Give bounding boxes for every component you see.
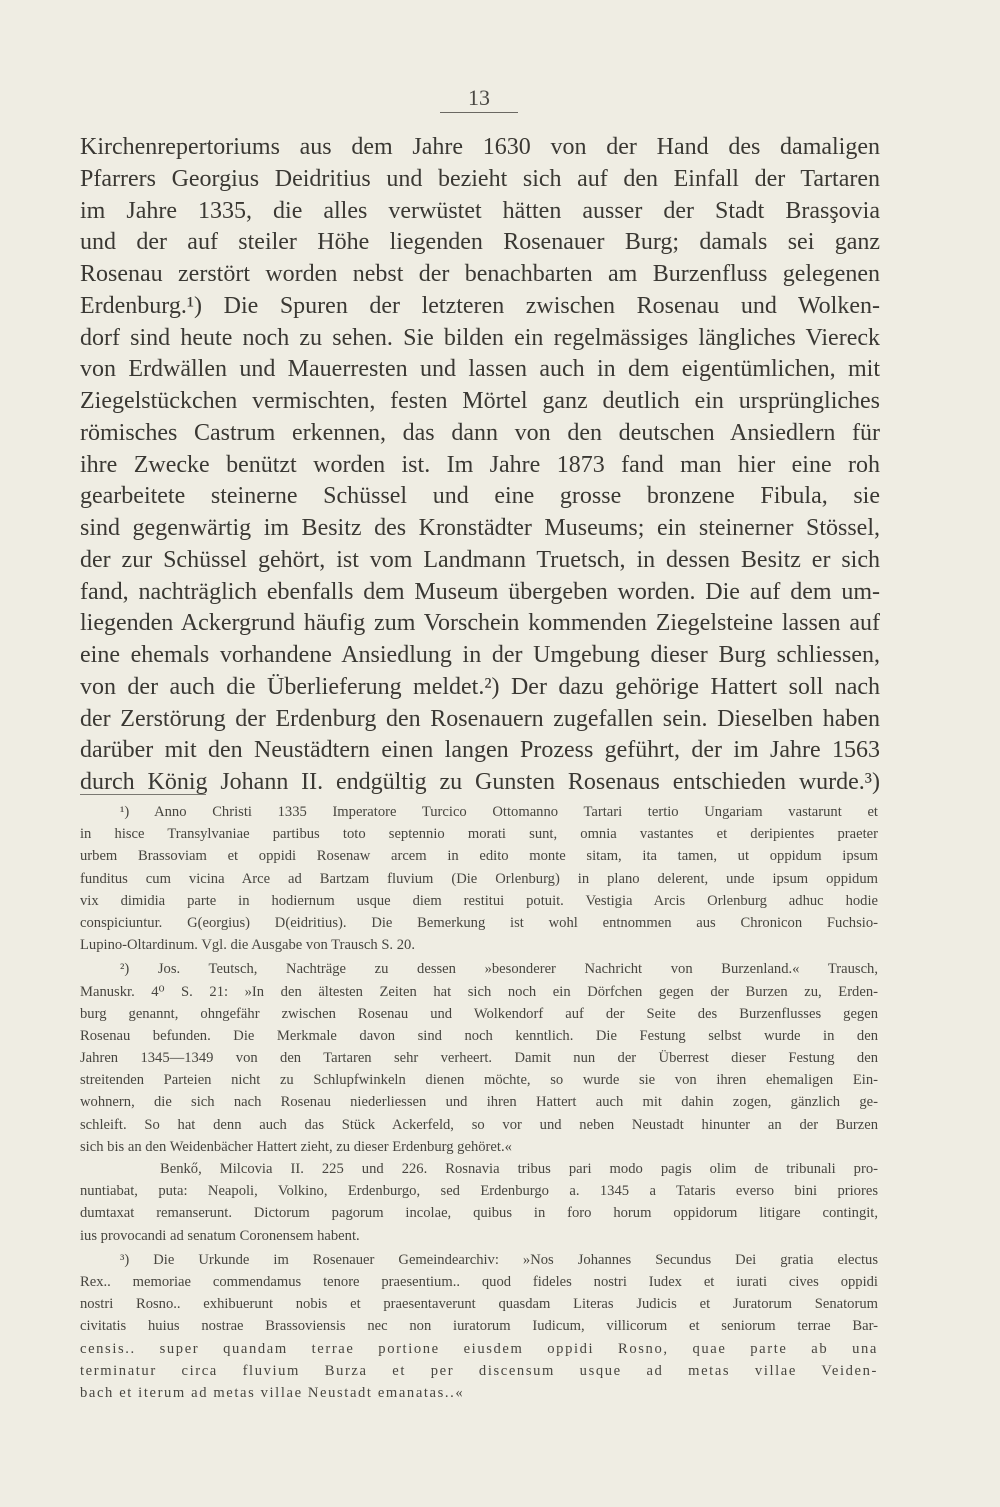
footnote-line: Jahren 1345—1349 von den Tartaren sehr verheert. Damit nun der Überrest dieser Festung den (80, 1050, 878, 1067)
main-line: durch König Johann II. endgültig zu Gunsten Rosenaus entschieden wurde.³) (80, 769, 880, 795)
footnote-line: ²) Jos. Teutsch, Nachträge zu dessen »besonderer Nachricht von Burzenland.« Trausch, (120, 961, 878, 978)
footnote-separator (80, 794, 206, 795)
footnote-line: ¹) Anno Christi 1335 Imperatore Turcico Ottomanno Tartari tertio Ungariam vastarunt et (120, 804, 878, 820)
footnote-line: bach et iterum ad metas villae Neustadt emanatas..« (80, 1384, 465, 1401)
main-line: Kirchenrepertoriums aus dem Jahre 1630 von der Hand des damaligen (80, 134, 880, 160)
page-number: 13 (440, 86, 518, 113)
main-line: Ziegelstückchen vermischten, festen Mörtel ganz deutlich ein ursprüngliches (80, 388, 880, 414)
footnote-line: vix dimidia parte in hodiernum usque diem restitui potuit. Vestigia Arcis Orlenburg adhuc hodie (80, 892, 878, 909)
main-line: von Erdwällen und Mauerresten und lassen auch in dem eigentümlichen, mit (80, 356, 880, 383)
main-line: im Jahre 1335, die alles verwüstet hätten ausser der Stadt Brasşovia (80, 197, 880, 224)
main-line: ihre Zwecke benützt worden ist. Im Jahre 1873 fand man hier eine roh (80, 451, 880, 478)
main-line: der zur Schüssel gehört, ist vom Landmann Truetsch, in dessen Besitz er sich (80, 546, 880, 573)
main-line: der Zerstörung der Erdenburg den Rosenauern zugefallen sein. Dieselben haben (80, 705, 880, 732)
footnote-line: burg genannt, ohngefähr zwischen Rosenau und Wolkendorf auf der Seite des Burzenflusses gegen (80, 1005, 878, 1022)
footnote-line: in hisce Transylvaniae partibus toto septennio morati sunt, omnia vastantes et deripientes praeter (80, 826, 878, 843)
main-line: Rosenau zerstört worden nebst der benachbarten am Burzenfluss gelegenen (80, 261, 880, 287)
footnote-line: funditus cum vicina Arce ad Bartzam fluvium (Die Orlenburg) in plano delerent, unde ipsum oppidum (80, 870, 878, 887)
main-line: fand, nachträglich ebenfalls dem Museum übergeben worden. Die auf dem um- (80, 578, 880, 605)
main-text (80, 132, 880, 799)
main-line: Pfarrers Georgius Deidritius und bezieht sich auf den Einfall der Tartaren (80, 165, 880, 192)
footnote-line: sich bis an den Weidenbächer Hattert zieht, zu dieser Erdenburg gehöret.« (80, 1138, 512, 1155)
footnote-line: schleift. So hat denn auch das Stück Ackerfeld, so vor und neben Neustadt hinunter an der Burzen (80, 1116, 878, 1133)
main-line: Erdenburg.¹) Die Spuren der letzteren zwischen Rosenau und Wolken- (80, 292, 880, 319)
footnote-line: terminatur circa fluvium Burza et per discensum usque ad metas villae Veiden- (80, 1362, 878, 1379)
main-line: von der auch die Überlieferung meldet.²) Der dazu gehörige Hattert soll nach (80, 673, 880, 700)
main-line: römisches Castrum erkennen, das dann von den deutschen Ansiedlern für (80, 419, 880, 446)
footnote-line: Rosenau befunden. Die Merkmale davon sind noch kenntlich. Die Festung selbst wurde in den (80, 1027, 878, 1044)
footnote-line: nuntiabat, puta: Neapoli, Volkino, Erdenburgo, sed Erdenburgo a. 1345 a Tataris everso bini priores (80, 1183, 878, 1200)
footnotes (80, 801, 878, 1404)
footnote-line: civitatis huius nostrae Brassoviensis nec non iuratorum Iudicum, villicorum et seniorum terrae Bar- (80, 1318, 878, 1335)
footnote-line: Rex.. memoriae commendamus tenore praesentium.. quod fideles nostri Iudex et iurati cives oppidi (80, 1273, 878, 1290)
main-line: liegenden Ackergrund häufig zum Vorschein kommenden Ziegelsteine lassen auf (80, 610, 880, 637)
footnote-line: wohnern, die sich nach Rosenau niederliessen und ihren Hattert auch mit dahin zogen, gänzlich ge- (80, 1094, 878, 1111)
footnote-line: dumtaxat remanserunt. Dictorum pagorum incolae, quibus in foro horum oppidorum litigare contingit, (80, 1205, 878, 1222)
footnote-line: urbem Brassoviam et oppidi Rosenaw arcem in edito monte sitam, ita tamen, ut oppidum ipsum (80, 848, 878, 865)
footnote-line: Benkő, Milcovia II. 225 und 226. Rosnavia tribus pari modo pagis olim de tribunali pro- (160, 1161, 878, 1177)
footnote-line: nostri Rosno.. exhibuerunt nobis et praesentaverunt quasdam Literas Judicis et Juratorum Senatorum (80, 1296, 878, 1313)
main-line: dorf sind heute noch zu sehen. Sie bilden ein regelmässiges längliches Viereck (80, 324, 880, 351)
main-line: und der auf steiler Höhe liegenden Rosenauer Burg; damals sei ganz (80, 229, 880, 256)
footnote-line: ³) Die Urkunde im Rosenauer Gemeindearchiv: »Nos Johannes Secundus Dei gratia electus (120, 1251, 878, 1268)
footnote-line: censis.. super quandam terrae portione eiusdem oppidi Rosno, quae parte ab una (80, 1340, 878, 1357)
footnote-line: Lupino-Oltardinum. Vgl. die Ausgabe von Trausch S. 20. (80, 937, 415, 954)
footnote-line: Manuskr. 4⁰ S. 21: »In den ältesten Zeiten hat sich noch ein Dörfchen gegen der Burzen zu, Erden- (80, 983, 878, 1000)
footnote-line: conspiciuntur. G(eorgius) D(eidritius). Die Bemerkung ist wohl entnommen aus Chronicon Fuchsio- (80, 914, 878, 931)
main-line: gearbeitete steinerne Schüssel und eine grosse bronzene Fibula, sie (80, 483, 880, 510)
footnote-line: streitenden Parteien nicht zu Schlupfwinkeln dienen möchte, so wurde sie von ihren ehemaligen Ein- (80, 1072, 878, 1089)
footnote-line: ius provocandi ad senatum Coronensem habent. (80, 1227, 360, 1244)
main-line: darüber mit den Neustädtern einen langen Prozess geführt, der im Jahre 1563 (80, 737, 880, 764)
main-line: eine ehemals vorhandene Ansiedlung in der Umgebung dieser Burg schliessen, (80, 642, 880, 668)
main-line: sind gegenwärtig im Besitz des Kronstädter Museums; ein steinerner Stössel, (80, 515, 880, 541)
